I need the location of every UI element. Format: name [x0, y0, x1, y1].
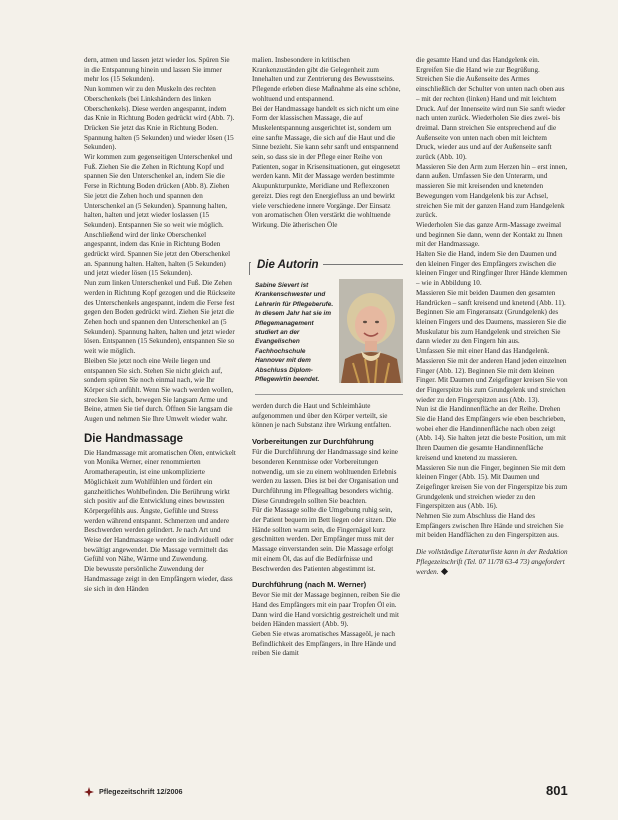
paragraph: Nun ist die Handinnenfläche an der Reihe. Drehen Sie die Hand des Empfängers wie eben beschrieben, wobei eher die Handinnenfläche nach oben zeigt (Abb. 14). Sie halten jetzt die beste Position, um mit Ihren Daumen die gesamte Handinnenfläche kreisend und knetend zu massieren.: [416, 405, 566, 462]
journal-logo-icon: [84, 787, 94, 797]
paragraph: Massieren Sie nun die Finger, beginnen Sie mit dem kleinen Finger (Abb. 15). Mit Daumen und Zeigefinger kreisen Sie von der Fingerspitze bis zum Grundgelenk und streichen wieder zu den Fingerspitzen aus (Abb. 16).: [416, 463, 568, 511]
paragraph: Bleiben Sie jetzt noch eine Weile liegen und entspannen Sie sich. Stehen Sie nicht gleich auf, sondern spüren Sie noch einmal nach, wie Ihr Körper sich anfühlt. Wenn Sie wach werden wollen, strecken Sie sich, bewegen Sie langsam Arme und Beine, atmen Sie tief durch. Öffnen Sie langsam die Augen und nehmen Sie Ihre Umwelt wieder wahr.: [84, 356, 234, 424]
author-box-title: Die Autorin: [251, 259, 323, 272]
paragraph: Bevor Sie mit der Massage beginnen, reiben Sie die Hand des Empfängers mit ein paar Tropfen Öl ein. Dann wird die Hand vorsichtig gestreichelt und mit beiden Händen massiert (Abb. 9).: [252, 591, 401, 629]
subheading-preparation: Vorbereitungen zur Durchführung: [252, 437, 374, 447]
paragraph: Wir kommen zum gegenseitigen Unterschenkel und Fuß. Ziehen Sie die Zehen in Richtung Kopf und spannen Sie den Unterschenkel an, indem Sie die Ferse in Richtung Boden drücken (Abb. 8). Ziehen Sie jetzt die Zehen hoch und spannen den Unterschenkel an (5 Sekunden). Spannung halten, halten, halten und jetzt wieder loslassen (15 Sekunden). Entspannen Sie so weit wie möglich.: [84, 153, 233, 229]
end-of-article-mark: [441, 568, 448, 575]
paragraph: Für die Durchführung der Handmassage sind keine besonderen Kenntnisse oder Vorbereitungen notwendig, um sie zu einem wohltuenden Erlebnis werden zu lassen. Dies ist bei der Organisation und Durchführung im Pflegealltag besonders wichtig. Diese Grundregeln sollten Sie beachten.: [252, 448, 399, 505]
paragraph: Nun kommen wir zu den Muskeln des rechten Oberschenkels (bei Linkshändern des linken Oberschenkels). Diese werden angespannt, indem das Knie in Richtung Boden gedrückt wird (Abb. 7). Drücken Sie jetzt das Knie in Richtung Boden. Spannung halten (5 Sekunden) und wieder lösen (15 Sekunden).: [84, 85, 235, 152]
paragraph: Ergreifen Sie die Hand wie zur Begrüßung. Streichen Sie die Außenseite des Armes einschließlich der Schulter von unten nach oben aus – mit der rechten (linken) Hand und mit leichtem Druck. Auf der Innenseite wird nun Sie sanft wieder nach unten zurück. Wiederholen Sie dies zwei- bis dreimal. Dann streichen Sie entsprechend auf die Außenseite von unten nach oben mit leichtem Druck, wieder aus und auf der Außenseite sanft zurück (Abb. 10).: [416, 65, 566, 162]
box-divider: [255, 394, 403, 395]
paragraph: Umfassen Sie mit einer Hand das Handgelenk. Massieren Sie mit der anderen Hand jeden einzelnen Finger (Abb. 12). Beginnen Sie mit dem kleinen Finger. Mit Daumen und Zeigefinger kreisen Sie von der Fingerspitze bis zum Grundgelenk und streichen wieder zu den Fingerspitzen aus (Abb. 13).: [416, 347, 568, 404]
author-portrait-illustration: [339, 279, 403, 383]
author-bio: Sabine Sievert ist Krankenschwester und Lehrerin für Pflegeberufe. In diesem Jahr hat sie im Pflegemanagement studiert an der Evangelischen Fachhochschule Hannover mit dem Abschluss Diplom-Pflegewirtin beendet.: [255, 282, 334, 384]
paragraph: Halten Sie die Hand, indem Sie den Daumen und den kleinen Finger des Empfängers zwischen die kleinen Finger und Ringfinger Ihrer Hände klemmen – wie in Abbildung 10.: [416, 250, 568, 288]
literature-note-text: Die vollständige Literaturliste kann in der Redaktion Pflegezeitschrift (Tel. 07 11/78 63-4 73) angefordert werden.: [416, 548, 568, 576]
paragraph: dern, atmen und lassen jetzt wieder los. Spüren Sie in die Entspannung hinein und lassen Sie immer mehr los (15 Sekunden).: [84, 56, 230, 84]
paragraph: Nehmen Sie zum Abschluss die Hand des Empfängers zwischen Ihre Hände und streichen Sie mit beiden Handflächen zu den Fingerspitzen aus.: [416, 512, 564, 540]
author-info-box: [251, 259, 403, 395]
paragraph: Massieren Sie mit beiden Daumen den gesamten Handrücken – sanft kreisend und knetend (Abb. 11). Beginnen Sie am Fingeransatz (Grundgelenk) des kleinen Fingers und des Daumens, massieren Sie die Muskulatur bis zum Handgelenk und streichen Sie dann wieder zu den Fingern hin aus.: [416, 288, 567, 346]
paragraph: Bei der Handmassage handelt es sich nicht um eine Form der klassischen Massage, die auf Muskelentspannung ausgerichtet ist, sondern um eine sanfte Massage, die sich auf die Haut und die Sinne bezieht. Sie kann sehr sanft und entspannend sein, so dass sie in der Pflege einer Reihe von Patienten, sogar in Krisensituationen, gut eingesetzt werden kann. Mit der Massage werden bestimmte Akupunkturpunkte, Meridiane und Reflexzonen gereizt. Dies regt den Energiefluss an und bewirkt viele verschiedene innere Vorgänge. Der Einsatz von aromatischen Ölen verstärkt die wohltuende Wirkung. Die ätherischen Öle: [252, 104, 401, 229]
text-column-2-upper: [252, 56, 402, 231]
text-column-2-lower: [252, 402, 402, 659]
paragraph: Für die Massage sollte die Umgebung ruhig sein, der Patient bequem im Bett liegen oder sitzen. Die Hände sollten warm sein, die Fingernägel kurz geschnitten werden. Der Empfänger muss mit der Massage einverstanden sein. Die Massage erfolgt mit einem Öl, das auf die Bedürfnisse und Beschwerden des Patienten abgestimmt ist.: [252, 506, 397, 573]
paragraph: malien. Insbesondere in kritischen Krankenzuständen gibt die Gelegenheit zum Innehalten und zur Zentrierung des Bewusstseins. Pflegende erleben diese Maßnahme als eine schöne, wohltuend und entspannend.: [252, 56, 401, 103]
page-number: 801: [546, 783, 568, 798]
paragraph: Massieren Sie den Arm zum Herzen hin – erst innen, dann außen. Umfassen Sie den Unterarm, und massieren Sie mit kreisenden und knetenden Bewegungen vom Handgelenk bis zur Achsel, streichen Sie mit der ganzen Hand zum Handgelenk zurück.: [416, 162, 568, 220]
text-column-1: [84, 56, 236, 594]
footer-journal-name: Pflegezeitschrift 12/2006: [99, 787, 183, 796]
literature-note: [416, 548, 568, 577]
author-portrait-photo: [339, 279, 403, 383]
paragraph: Geben Sie etwas aromatisches Massageöl, je nach Befindlichkeit des Empfängers, in Ihre Hände und reiben Sie damit: [252, 630, 396, 658]
section-heading-handmassage: Die Handmassage: [84, 432, 184, 445]
paragraph: Anschließend wird der linke Oberschenkel angespannt, indem das Knie in Richtung Boden gedrückt wird. Spannen Sie jetzt den Oberschenkel an. Spannung halten. Halten, halten (5 Sekunden) und jetzt wieder lösen (15 Sekunden).: [84, 230, 231, 278]
paragraph: Wiederholen Sie das ganze Arm-Massage zweimal und beginnen Sie dann, wenn der Kontakt zu Ihnen mit der Handmassage.: [416, 220, 563, 249]
paragraph: Die bewusste persönliche Zuwendung der Handmassage zeigt in den Empfängern wieder, dass sie sich in den Händen: [84, 565, 233, 593]
paragraph: die gesamte Hand und das Handgelenk ein.: [416, 56, 540, 64]
text-column-3: [416, 56, 568, 577]
paragraph: werden durch die Haut und Schleimhäute aufgenommen und über den Körper verteilt, sie können je nach Substanz ihre Wirkung entfalten.: [252, 402, 391, 430]
paragraph: Die Handmassage mit aromatischen Ölen, entwickelt von Monika Werner, einer renommierten Aromatherapeutin, ist eine unkomplizierte Möglichkeit zum Wohlfühlen und fördert ein ganzheitliches Wohlbefinden. Die Berührung wirkt sich positiv auf die Entwicklung eines bewussten Körpergefühls aus. Ängste, Gefühle und Stress werden während entspannt. Schmerzen und andere Beschwerden werden gelindert. Je nach Art und Weise der Handmassage werden sie individuell oder bewältigt angewendet. Die Massage vermittelt das Gefühl von Nähe, Wärme und Zuwendung.: [84, 448, 236, 564]
subheading-execution: Durchführung (nach M. Werner): [252, 580, 367, 590]
paragraph: Nun zum linken Unterschenkel und Fuß. Die Zehen werden in Richtung Kopf gezogen und die Rückseite des Unterschenkels angespannt, indem die Ferse fest gegen den Boden gedrückt wird. Ziehen Sie jetzt die Zehen hoch und spannen den Unterschenkel an (5 Sekunden). Spannung halten, halten und jetzt wieder lösen. Entspannen (15 Sekunden), entspannen Sie so weit wie möglich.: [84, 279, 236, 356]
